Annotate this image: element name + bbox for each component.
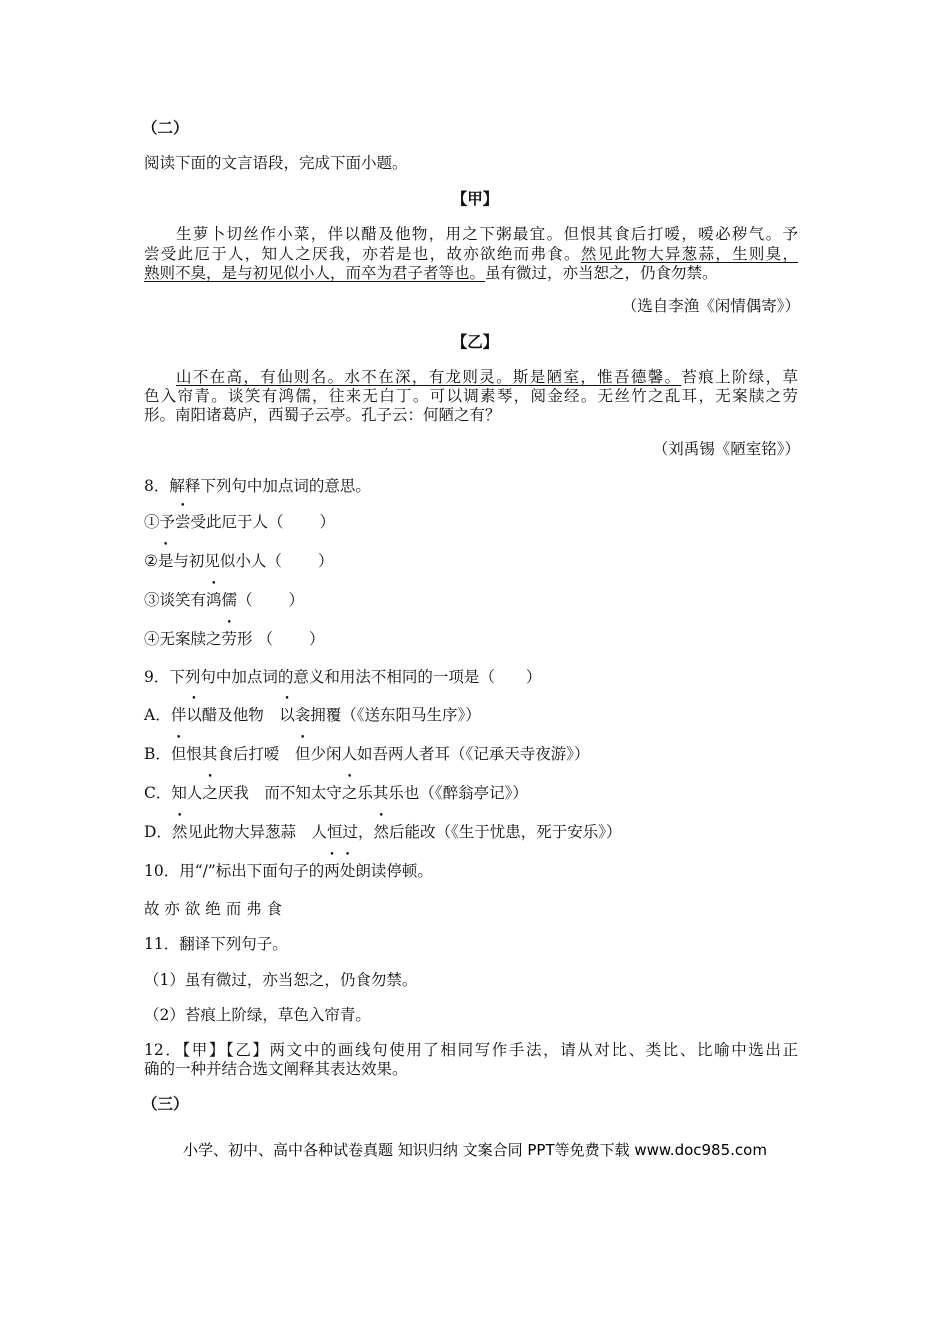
dotted-word: 但 (170, 745, 187, 763)
jia-line-2 (144, 244, 798, 264)
q9-text: B． (144, 745, 171, 763)
q8-text: ） (308, 630, 325, 648)
q9-option-a (144, 705, 481, 725)
q9-text: 厌我 而不知太守 (217, 784, 342, 802)
q8-text: ） (317, 552, 334, 570)
dotted-word: 劳 (221, 630, 238, 648)
question-8-stem: 8．解释下列句中加点词的意思。 (144, 477, 371, 495)
dotted-word: 两 (324, 862, 340, 880)
dotted-word: 然 (373, 823, 389, 841)
jia-text: 尝受此厄于人，知人之厌我，亦若是也，故亦欲绝而弗食。 (144, 245, 581, 263)
jia-line-1: 生萝卜切丝作小菜，伴以醋及他物，用之下粥最宜。但恨其食后打嗳，嗳必秽气。予 (176, 225, 798, 243)
question-12-line-2: 确的一种并结合选文阐释其表达效果。 (144, 1060, 408, 1078)
q9-text: 乐其乐也（《醉翁亭记》） (357, 784, 528, 802)
jia-underlined-sentence: 熟则不臭，是与初见似小人，而卒为君子者等也。 (144, 264, 486, 282)
jia-text: 虽有微过，亦当恕之，仍食勿禁。 (485, 264, 718, 282)
dotted-word: 处 (339, 862, 356, 880)
q8-item-1 (144, 512, 335, 532)
q9-option-c (144, 783, 528, 803)
q9-text: D． (144, 823, 172, 841)
q8-text: ④无案牍之 (144, 630, 222, 648)
q9-text: C．知人 (144, 784, 203, 802)
q8-text: 与初见似小人（ (173, 552, 282, 570)
yi-source: （刘禹锡《陋室铭》） (652, 440, 800, 458)
dotted-word: 之 (202, 784, 218, 802)
jia-source: （选自李渔《闲情偶寄》） (621, 297, 800, 315)
q8-item-3 (144, 590, 304, 610)
q8-text: ③谈笑有 (144, 591, 207, 609)
dotted-word: 但 (294, 745, 311, 763)
dotted-word: 之 (341, 784, 358, 802)
dotted-word: 鸿 (206, 591, 222, 609)
dotted-word: 以 (279, 706, 295, 724)
question-10-stem (144, 861, 433, 881)
dotted-word: 然 (171, 823, 188, 841)
q9-text: 恨其食后打嗳 (186, 745, 295, 763)
q8-text: 受此厄于人（ (190, 513, 284, 531)
yi-line-2: 色入帘青。谈笑有鸿儒，往来无白丁。可以调素琴，阅金经。无丝竹之乱耳，无案牍之劳 (144, 387, 798, 405)
q8-text: ② (144, 552, 158, 570)
q9-text: 衾拥覆（《送东阳马生序》） (294, 706, 481, 724)
q10-sentence: 故 亦 欲 绝 而 弗 食 (144, 900, 283, 918)
q8-text: 儒（ (221, 591, 253, 609)
q9-option-b (144, 744, 589, 764)
q11-sentence-2: （2）苔痕上阶绿，草色入帘青。 (144, 1006, 371, 1024)
yi-heading: 【乙】 (451, 332, 499, 351)
dotted-word: 尝 (175, 513, 191, 531)
jia-heading: 【甲】 (451, 189, 499, 208)
q9-text: 见此物大异葱蒜 人恒过， (187, 823, 374, 841)
q8-text: ） (288, 591, 305, 609)
section-two-heading: （二） (142, 118, 189, 137)
question-11-stem: 11．翻译下列句子。 (144, 935, 288, 953)
q10-text: 朗读停顿。 (355, 862, 433, 880)
footer-banner: 小学、初中、高中各种试卷真题 知识归纳 文案合同 PPT等免费下载 www.doc985.com (183, 1141, 767, 1159)
yi-underlined-sentence: 山不在高，有仙则名。水不在深，有龙则灵。斯是陋室，惟吾德馨。 (176, 368, 682, 386)
q8-text: 形 （ (237, 630, 273, 648)
q9-text: 醋及他物 (201, 706, 280, 724)
q8-item-2 (144, 551, 333, 571)
dotted-word: 以 (186, 706, 202, 724)
q9-text: A．伴 (144, 706, 187, 724)
q9-option-d (144, 822, 622, 842)
q8-item-4 (144, 629, 324, 649)
instruction: 阅读下面的文言语段，完成下面小题。 (144, 154, 408, 172)
q9-text: 后能改（《生于忧患，死于安乐》） (388, 823, 622, 841)
yi-line-3: 形。南阳诸葛庐，西蜀子云亭。孔子云：何陋之有？ (144, 406, 501, 424)
yi-text: 苔痕上阶绿，草 (681, 368, 798, 386)
q10-text: 10．用“/”标出下面句子的 (144, 862, 325, 880)
q8-text: ①予 (144, 513, 176, 531)
q9-text: 少闲人如吾两人者耳（《记承天寺夜游》） (310, 745, 590, 763)
jia-underlined-sentence: 然见此物大异葱蒜，生则臭， (580, 245, 798, 263)
dotted-word: 是 (157, 552, 174, 570)
section-three-heading: （三） (142, 1094, 189, 1113)
question-12-line-1: 12．【甲】【乙】两文中的画线句使用了相同写作手法，请从对比、类比、比喻中选出正 (144, 1041, 798, 1059)
jia-line-3 (144, 263, 718, 283)
yi-line-1 (176, 367, 798, 387)
q8-text: ） (319, 513, 336, 531)
q11-sentence-1: （1）虽有微过，亦当恕之，仍食勿禁。 (144, 971, 418, 989)
question-9-stem: 9．下列句中加点词的意义和用法不相同的一项是（ ） (144, 668, 542, 686)
